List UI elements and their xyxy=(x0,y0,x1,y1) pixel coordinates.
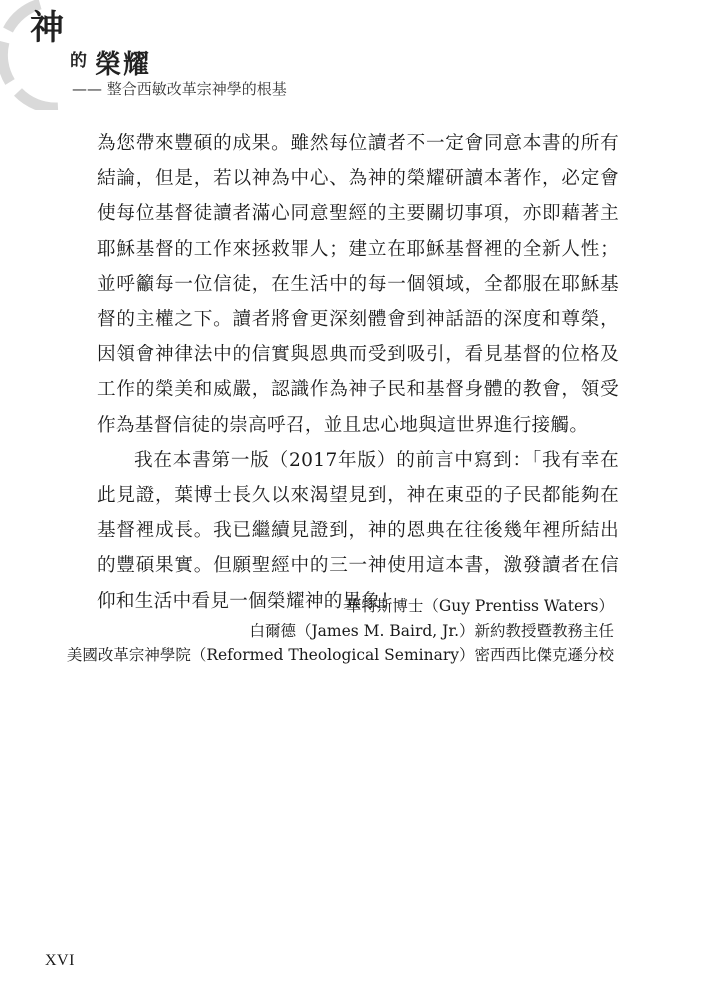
paragraph-1: 為您帶來豐碩的成果。雖然每位讀者不一定會同意本書的所有結論，但是，若以神為中心、為神的榮耀研讀本著作，必定會使每位基督徒讀者滿心同意聖經的主要關切事項，亦即藉著主耶穌基督的工作來拯救罪人；建立在耶穌基督裡的全新人性；並呼籲每一位信徒，在生活中的每一個領域，全都服在耶穌基督的主權之下。讀者將會更深刻體會到神話語的深度和尊榮，因領會神律法中的信實與恩典而受到吸引，看見基督的位格及工作的榮美和威嚴，認識作為神子民和基督身體的教會，領受作為基督信徒的崇高呼召，並且忠心地與這世界進行接觸。 xyxy=(97,133,619,436)
header-subtitle xyxy=(72,78,287,99)
signature-line-2: 白爾德（James M. Baird, Jr.）新約教授暨教務主任 xyxy=(249,621,614,640)
subtitle-text: 整合西敏改革宗神學的根基 xyxy=(106,80,287,98)
header-title-particle: 的 xyxy=(70,51,87,71)
subtitle-dash: —— xyxy=(72,80,102,98)
signature-line-3: 美國改革宗神學院（Reformed Theological Seminary）密西西比傑克遜分校 xyxy=(66,646,614,664)
header-title-char: 神 xyxy=(30,8,65,48)
paragraph-2: 我在本書第一版（2017年版）的前言中寫到：「我有幸在此見證，葉博士長久以來渴望見到，神在東亞的子民都能夠在基督裡成長。我已繼續見證到，神的恩典在往後幾年裡所結出的豐碩果實。但願聖經中的三一神使用這本書，激發讀者在信仰和生活中看見一個榮耀神的異象！ xyxy=(97,449,619,612)
signature-block xyxy=(67,594,614,668)
header-title-word: 榮耀 xyxy=(95,50,152,80)
body-text xyxy=(97,126,619,619)
signature-line-1: 華特斯博士（Guy Prentiss Waters） xyxy=(345,597,614,615)
page-number: XVI xyxy=(45,952,75,969)
